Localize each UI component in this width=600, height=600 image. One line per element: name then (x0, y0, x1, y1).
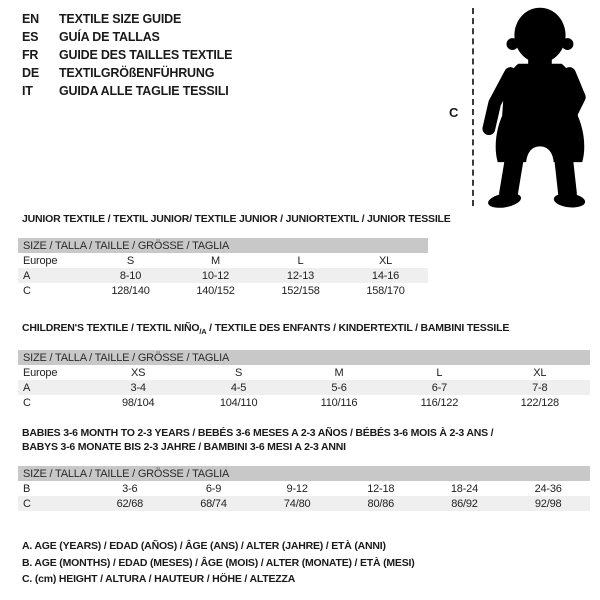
height-dashed-line (472, 8, 474, 206)
table-cell: 10-12 (173, 268, 258, 283)
row-label: Europe (23, 254, 58, 267)
babies-table-title (22, 427, 590, 454)
table-row (18, 268, 428, 283)
lang-row-de (22, 64, 232, 82)
table-cell: 8-10 (88, 268, 173, 283)
table-cell: M (211, 254, 220, 267)
size-tables-section (18, 213, 590, 588)
row-label: C (18, 496, 88, 511)
childrens-table-title (22, 322, 590, 338)
lang-row-en (22, 10, 232, 28)
lang-code: IT (22, 84, 33, 98)
language-header (22, 10, 232, 100)
table-cell: 14-16 (343, 268, 428, 283)
title-part: CHILDREN'S TEXTILE / TEXTIL NIÑO (22, 322, 200, 334)
table-cell: 140/152 (196, 284, 235, 297)
table-row (18, 380, 590, 395)
childrens-size-table (18, 350, 590, 410)
row-label: Europe (23, 366, 58, 379)
lang-row-es (22, 28, 232, 46)
table-cell: 80/86 (339, 496, 423, 511)
table-cell: XL (378, 254, 393, 267)
table-row (18, 253, 428, 268)
table-cell: 74/80 (255, 496, 339, 511)
note-height-cm: C. (cm) HEIGHT / ALTURA / HAUTEUR / HÖHE / ALTEZZA (22, 573, 296, 586)
table-cell: 9-12 (286, 482, 308, 495)
table-row (18, 365, 590, 380)
lang-code: EN (22, 12, 39, 26)
height-marker-label: C (449, 105, 459, 120)
table-cell: 3-6 (122, 482, 138, 495)
babies-size-table (18, 466, 590, 511)
row-label: A (18, 268, 88, 283)
size-header-bar: SIZE / TALLA / TAILLE / GRÖSSE / TAGLIA (18, 238, 428, 253)
table-cell: 68/74 (172, 496, 256, 511)
lang-row-fr (22, 46, 232, 64)
measurement-figure (443, 0, 600, 216)
title-line: BABYS 3-6 MONATE BIS 2-3 JAHRE / BAMBINI 3-6 MESI A 2-3 ANNI (22, 440, 346, 453)
toddler-silhouette-icon (479, 3, 597, 213)
table-cell: M (334, 366, 344, 379)
table-cell: 4-5 (188, 380, 288, 395)
table-cell: 152/158 (281, 284, 320, 297)
table-cell: 128/140 (111, 284, 150, 297)
size-header-bar: SIZE / TALLA / TAILLE / GRÖSSE / TAGLIA (18, 350, 590, 365)
table-cell: 12-13 (258, 268, 343, 283)
table-cell: 18-24 (450, 482, 479, 495)
row-label: A (18, 380, 88, 395)
table-cell: 12-18 (367, 482, 395, 495)
lang-code: ES (22, 30, 39, 44)
table-cell: 98/104 (121, 396, 155, 409)
note-age-months: B. AGE (MONTHS) / EDAD (MESES) / ÂGE (MOIS) / ALTER (MONATE) / ETÀ (MESI) (22, 556, 415, 569)
table-cell: 110/116 (320, 396, 358, 409)
lang-code: FR (22, 48, 39, 62)
legend-notes (22, 538, 590, 588)
row-label: C (23, 284, 31, 297)
lang-row-it (22, 82, 232, 100)
lang-code: DE (22, 66, 39, 80)
table-cell: 6-7 (389, 380, 489, 395)
table-cell: 158/170 (366, 284, 405, 297)
table-cell: 7-8 (490, 380, 590, 395)
junior-size-table (18, 238, 428, 298)
lang-label: TEXTILE SIZE GUIDE (59, 12, 182, 26)
table-cell: L (297, 254, 304, 267)
table-cell: 6-9 (205, 482, 222, 495)
table-cell: XS (131, 366, 146, 379)
lang-label: TEXTILGRÖßENFÜHRUNG (59, 66, 215, 80)
table-row (18, 496, 590, 511)
lang-label: GUIDA ALLE TAGLIE TESSILI (59, 84, 229, 98)
row-label: B (23, 482, 31, 495)
table-row (18, 481, 590, 496)
title-line: BABIES 3-6 MONTH TO 2-3 YEARS / BEBÉS 3-6 MESES A 2-3 AÑOS / BÉBÉS 3-6 MOIS À 2-3 ANS / (22, 427, 494, 440)
table-cell: L (436, 366, 443, 379)
table-cell: 86/92 (423, 496, 507, 511)
table-cell: 5-6 (289, 380, 389, 395)
size-header-bar: SIZE / TALLA / TAILLE / GRÖSSE / TAGLIA (18, 466, 590, 481)
table-cell: 92/98 (506, 496, 590, 511)
lang-label: GUIDE DES TAILLES TEXTILE (59, 48, 233, 62)
title-part: / TEXTILE DES ENFANTS / KINDERTEXTIL / BAMBINI TESSILE (206, 322, 510, 334)
title-subscript: /A (199, 327, 207, 337)
table-cell: 3-4 (88, 380, 188, 395)
junior-table-title: JUNIOR TEXTILE / TEXTIL JUNIOR/ TEXTILE JUNIOR / JUNIORTEXTIL / JUNIOR TESSILE (22, 213, 451, 225)
row-label: C (23, 396, 31, 409)
table-cell: 104/110 (219, 396, 258, 409)
lang-label: GUÍA DE TALLAS (59, 30, 160, 44)
table-cell: 24-36 (534, 482, 562, 495)
note-age-years: A. AGE (YEARS) / EDAD (AÑOS) / ÂGE (ANS) / ALTER (JAHRE) / ETÀ (ANNI) (22, 540, 386, 553)
table-row (18, 283, 428, 298)
table-row (18, 395, 590, 410)
table-cell: 62/68 (88, 496, 172, 511)
table-cell: 116/122 (420, 396, 459, 409)
table-cell: XL (533, 366, 547, 379)
table-cell: 122/128 (520, 396, 559, 409)
table-cell: S (126, 254, 135, 267)
table-cell: S (235, 366, 243, 379)
